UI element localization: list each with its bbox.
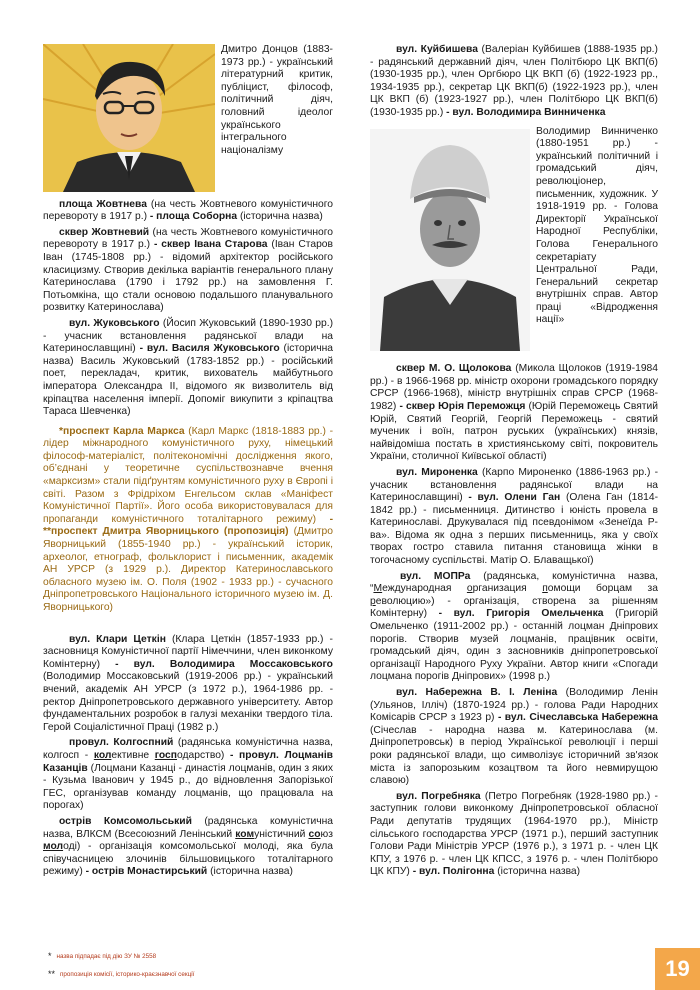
vynnychenko-portrait-image (370, 129, 530, 351)
left-column (43, 44, 333, 882)
donzov-portrait (43, 44, 215, 197)
entry-vul-zhukovskoho: вул. Жуковського (Йосип Жуковський (1890-1930 рр.) - учасник встановлення радянської влади на Катеринославщині) - вул. Василя Жуковського (історична назва) Василь Жуковський (1783-1852 рр.) - російський поет, перекладач, критик, вихователь майбутнього імператора Олександра ІІ, відомого як визволитель від кріпацтва населення імперії. Допоміг викупити з кріпацтва Тараса Шевченка) (43, 317, 334, 418)
entry-ostriv-komsomolskyi: острів Комсомольський (радянська комуністична назва, ВЛКСМ (Всесоюзний Ленінський комуністичний союз молоді) - організація комсомольської молоді, яка була співучасницею злочинів більшовицького тоталітарного режиму) - острів Монастирський (історична назва) (43, 815, 334, 878)
entry-skver-zhovtnevyi: сквер Жовтневий (на честь Жовтневого комуністичного перевороту в 1917 р.) - сквер Івана Старова (Іван Старов Іван (1745-1808 рр.) - відомий архітектор російського класицизму. Створив декілька варіантів генерального плану Катеринослава (1790 і 1792 рр.) на замовлення Г. Потьомкіна, що стали основою подальшого планувального розвитку Катеринослава) (43, 226, 334, 314)
footnote-1: * назва підпадає під дію ЗУ № 2558 (48, 951, 157, 961)
donzov-caption: Дмитро Донцов (1883-1973 рр.) - український літературний критик, публіцист, філософ, політичний діяч, головний ідеолог українського інтегрального націоналізму (221, 44, 333, 156)
entry-provul-kolhospnyi: провул. Колгоспний (радянська комуністична назва, колгосп - колективне господарство) - провул. Лоцманів Казанців (Лоцмани Казанці - династія лоцманів, один з яких - Кузьма Іванович у 1945 р., до відновлення Запорізької ГЕС, організував команду лоцманів, що працювала на порогах) (43, 737, 334, 812)
vynnychenko-caption: Володимир Винниченко (1880-1951 рр.) - український політичний і громадський діяч, революціонер, письменник, художник. У 1918-1919 рр. - Голова Директорії Української Народної Республіки, Голова Генерального секретаріату Центральної Ради, Генеральний секретар внутрішніх справ. Автор праці «Відродження нації» (536, 125, 658, 326)
donzov-portrait-image (43, 44, 215, 192)
entry-vul-kuibysheva: вул. Куйбишева (Валеріан Куйбишев (1888-1935 рр.) - радянський державний діяч, член Політбюро ЦК ВКП(б) (1930-1935 рр.), член Оргбюро ЦК ВКП (б) (1922-1923 рр., 1934-1935 рр.), секретар ЦК ВКП(б) (1922-1923 рр.), член ЦК ВКП (б) (1923-1927 рр.), член Політбюро ЦК ВКП(б) (1930-1935 рр.) - вул. Володимира Винниченка (370, 44, 658, 118)
entry-vul-myronenka: вул. Мироненка (Карпо Мироненко (1886-1963 рр.) - учасник встановлення радянської влади на Катеринославщині) - вул. Олени Ган (Олена Ган (1814-1842 рр.) - письменниця. Дитинство і юність провела в Катеринославі. Друкувалася під псевдонімом «Зенеїда Р-ва». Відома як одна з перших письменниць, яка у своїх творах гостро ставила питання становища жінки в тогочасному суспільстві. Матір О. Блаващької) (370, 466, 659, 567)
entry-vul-tsetkin: вул. Клари Цеткін (Клара Цеткін (1857-1933 рр.) - засновниця Комуністичної партії Німеччини, член виконкому Комінтерну) - вул. Володимира Моссаковського (Володимир Моссаковський (1919-2006 рр.) - український вчений, академік АН УРСР (з 1972 р.), 1964-1986 рр. - ректор Дніпропетровського державного університету. Автор фундаментальних розробок в галузі механіки твердого тіла. Герой Соціалістичної Праці (1982 р.) (43, 633, 333, 733)
entry-vul-naberezhna-lenina: вул. Набережна В. І. Леніна (Володимир Ленін (Ульянов, Ілліч) (1870-1924 рр.) - голова Ради Народних Комісарів СРСР з 1923 р) - вул. Січеславська Набережна (Січеслав - народна назва м. Катеринослава (м. Дніпропетровськ) в період Української революції і перші роки радянської влади, що символізує історичний зв'язок міста із запорозьким козацтвом та його невмирущою славою) (370, 687, 659, 787)
entry-prospekt-marksa: *проспект Карла Маркса (Карл Маркс (1818-1883 рр.) - лідер міжнародного комуністичного руху, німецький філософ-матеріаліст, політекономічні дослідження якого, об’єднані у теоретичне суспільствознавче вчення «марксизм» стали підґрунтям комуністичного руху в Європі і світі. Разом з Фрідріхом Енгельсом склав «Маніфест Комуністичної Партії». Його особа використовувалася для пропаганди комуністичного тоталітарного режиму) - **проспект Дмитра Яворницького (пропозиція) (Дмитро Яворницький (1855-1940 рр.) - український історик, археолог, етнограф, фольклорист і письменник, академік АН УРСР (з 1929 р.). Директор Катеринославського обласного музею ім. О. Поля (1902 - 1933 рр.) - сучасного Дніпропетровського Національного історичного музею ім. Д. Яворницького) (43, 425, 334, 613)
entry-vul-mopra: вул. МОПРа (радянська, комуністична назва, “Международная организация помощи борцам за революцию») - організація, створена за рішенням Комінтерну) - вул. Григорія Омельченка (Григорій Омельченко (1911-2002 рр.) - останній лоцман Дніпрових порогів. Створив музей лоцманів, працівник освіти, громадський діяч, один з засновників дніпропетровської організації Народного Руху України. Автор книги «Спогади лоцмана порогів Дніпрових» (1998 р.) (370, 570, 658, 683)
entry-vul-pohrebniaka: вул. Погребняка (Петро Погребняк (1928-1980 рр.) - заступник голови виконкому Дніпропетровської обласної Ради депутатів трудящих (1964-1970 рр.), Міністр сільського господарства УРСР (1971 р.), перший заступник Голови Ради Міністрів УРСР (1976 р.), з 1971 р. - член ЦК КПУ, з 1976 р. - член ЦК КПСС, з 1976 р. - член Політбюро ЦК КПУ) - вул. Полігонна (історична назва) (370, 790, 658, 878)
entry-ploshcha-zhovtneva: площа Жовтнева (на честь Жовтневого комуністичного перевороту в 1917 р.) - площа Соборна (історична назва) (43, 198, 333, 223)
right-column (370, 44, 658, 882)
page-number: 19 (655, 948, 700, 990)
footnote-2: ** пропозиція комісії, історико-краєзнавчої секції (48, 969, 195, 979)
entry-skver-shcholokova: сквер М. О. Щолокова (Микола Щолоков (1919-1984 рр.) - в 1966-1968 рр. міністр охорони громадського порядку СРСР (1966-1968), міністр внутрішніх справ СРСР (1968-1982) - сквер Юрія Переможця (Юрій Переможець Святий Юрій, Святий Георгій, Георгій Переможець - святий мученик і воїн, патрон руських (українських) князів, найвідоміша постать в християнському світі, покровитель України, столичної Київської області) (370, 363, 659, 463)
proposal-block (43, 422, 333, 620)
vynnychenko-portrait (370, 129, 530, 356)
